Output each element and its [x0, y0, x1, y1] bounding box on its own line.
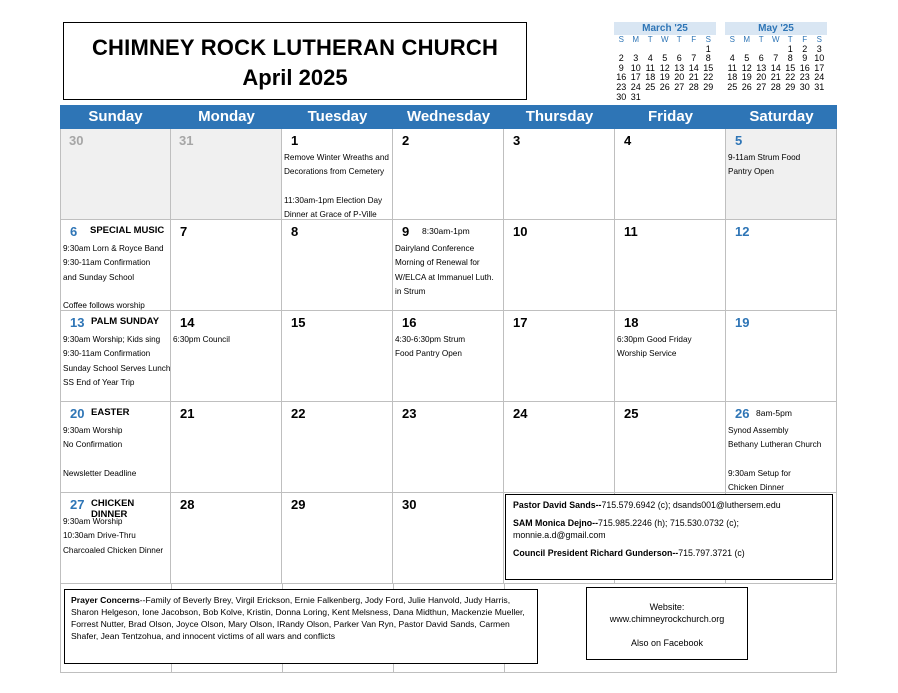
day-number: 13 — [70, 315, 85, 330]
mini-day: 8 — [787, 53, 793, 64]
mini-day: 24 — [814, 72, 825, 83]
mini-day — [701, 93, 716, 103]
day-number: 1 — [291, 133, 299, 148]
weekday-sunday: Sunday — [88, 108, 143, 125]
mini-day: 9 — [802, 53, 808, 64]
mini-weekday: S — [705, 35, 711, 44]
day-number: 29 — [291, 497, 306, 512]
mini-day: 21 — [688, 72, 699, 83]
mini-weekday: T — [676, 35, 682, 44]
day-number: 28 — [180, 497, 195, 512]
day-number: 20 — [70, 406, 85, 421]
mini-day: 7 — [773, 53, 779, 64]
day-number: 16 — [402, 315, 417, 330]
month-title: April 2025 — [242, 65, 348, 90]
weekday-header — [60, 105, 837, 129]
mini-day: 29 — [703, 81, 714, 92]
mini-day: 10 — [814, 53, 825, 64]
mini-day: 22 — [785, 72, 796, 83]
mini-day: 30 — [799, 81, 810, 92]
day-number: 19 — [735, 315, 750, 330]
day-cell[interactable] — [282, 220, 393, 311]
day-cell[interactable] — [615, 402, 726, 493]
day-number: 5 — [735, 133, 743, 148]
day-number: 26 — [735, 406, 750, 421]
day-cell[interactable] — [504, 129, 615, 220]
mini-day: 10 — [630, 62, 641, 73]
event-label: CHICKEN DINNER — [91, 498, 135, 520]
mini-weekday: T — [647, 35, 653, 44]
mini-day: 17 — [814, 62, 825, 73]
mini-weekday: M — [632, 35, 640, 44]
day-cell[interactable] — [615, 220, 726, 311]
mini-day: 19 — [659, 72, 670, 83]
day-number: 4 — [624, 133, 632, 148]
day-number: 25 — [624, 406, 639, 421]
day-number: 3 — [513, 133, 521, 148]
mini-day: 19 — [741, 72, 752, 83]
mini-day — [658, 93, 673, 103]
mini-day: 2 — [618, 53, 624, 64]
pastor-name: Pastor David Sands-- — [513, 500, 602, 510]
day-cell[interactable] — [504, 311, 615, 402]
mini-day: 5 — [662, 53, 668, 64]
mini-weekday: T — [758, 35, 764, 44]
day-cell[interactable] — [615, 311, 726, 402]
prayer-heading: Prayer Concerns — [71, 595, 140, 605]
mini-day: 16 — [616, 72, 627, 83]
website-box — [586, 587, 748, 660]
day-cell[interactable] — [393, 402, 504, 493]
president-info: 715.797.3721 (c) — [678, 548, 745, 558]
mini-calendar-weekdays — [614, 35, 716, 45]
mini-day — [643, 93, 658, 103]
mini-day: 23 — [616, 81, 627, 92]
mini-weekday: W — [771, 35, 780, 44]
event-text: 9:30am Lorn & Royce Band 9:30-11am Confirmation and Sunday School Coffee follows worship — [63, 244, 164, 311]
day-number: 7 — [180, 224, 188, 239]
mini-weekday: M — [743, 35, 751, 44]
mini-day: 4 — [729, 53, 735, 64]
event-text: Synod Assembly Bethany Lutheran Church 9:30am Setup for Chicken Dinner — [728, 426, 822, 493]
day-number: 24 — [513, 406, 528, 421]
facebook-note: Also on Facebook — [630, 638, 704, 648]
mini-day: 15 — [785, 62, 796, 73]
mini-calendar-title: March '25 — [614, 22, 716, 35]
day-cell[interactable] — [60, 311, 171, 402]
weekday-friday: Friday — [647, 108, 693, 125]
day-cell[interactable] — [60, 129, 171, 220]
mini-day: 9 — [618, 62, 624, 73]
pastor-info: 715.579.6942 (c); dsands001@luthersem.edu — [601, 500, 781, 510]
mini-day: 5 — [744, 53, 750, 64]
mini-day: 13 — [674, 62, 685, 73]
weekday-monday: Monday — [198, 108, 255, 125]
mini-day: 22 — [703, 72, 714, 83]
prayer-concerns-box — [64, 589, 538, 664]
mini-day: 31 — [814, 81, 825, 92]
day-cell[interactable] — [393, 311, 504, 402]
day-number: 15 — [291, 315, 306, 330]
mini-weekday: W — [660, 35, 669, 44]
website-url[interactable]: www.chimneyrockchurch.org — [609, 614, 725, 624]
event-text: 6:30pm Good Friday Worship Service — [617, 335, 692, 359]
calendar-week — [60, 129, 837, 220]
mini-day: 31 — [630, 91, 641, 102]
event-time: 8am-5pm — [756, 408, 792, 418]
mini-weekday: F — [802, 35, 808, 44]
event-label: EASTER — [91, 407, 130, 418]
day-cell[interactable] — [171, 493, 282, 584]
mini-day: 28 — [688, 81, 699, 92]
day-cell[interactable] — [60, 493, 171, 584]
mini-calendar-week — [614, 93, 716, 103]
day-cell[interactable] — [282, 493, 393, 584]
day-cell[interactable] — [504, 402, 615, 493]
mini-day: 20 — [756, 72, 767, 83]
day-cell[interactable] — [393, 129, 504, 220]
day-cell[interactable] — [393, 220, 504, 311]
event-text: Dairyland Conference Morning of Renewal for W/ELCA at Immanuel Luth. in Strum — [395, 244, 494, 296]
mini-day: 2 — [802, 43, 808, 54]
day-cell[interactable] — [171, 220, 282, 311]
event-text: 6:30pm Council — [173, 335, 230, 344]
mini-day: 15 — [703, 62, 714, 73]
event-text: 9:30am Worship; Kids sing 9:30-11am Confirmation Sunday School Serves Lunch SS End of Year Trip — [63, 335, 171, 387]
event-text: 9:30am Worship No Confirmation Newsletter Deadline — [63, 426, 137, 478]
day-number: 30 — [69, 133, 84, 148]
mini-day: 11 — [727, 62, 737, 73]
day-cell[interactable] — [282, 311, 393, 402]
calendar-week — [60, 311, 837, 402]
weekday-tuesday: Tuesday — [307, 108, 368, 125]
mini-day: 6 — [758, 53, 764, 64]
mini-calendar-march — [614, 22, 716, 102]
mini-day: 1 — [705, 43, 711, 54]
day-cell[interactable] — [171, 129, 282, 220]
mini-day: 28 — [770, 81, 781, 92]
president-name: Council President Richard Gunderson-- — [513, 548, 679, 558]
day-number: 18 — [624, 315, 639, 330]
mini-day: 8 — [705, 53, 711, 64]
day-number: 2 — [402, 133, 410, 148]
day-number: 14 — [180, 315, 195, 330]
mini-day: 25 — [645, 81, 656, 92]
mini-day: 20 — [674, 72, 685, 83]
mini-day: 26 — [741, 81, 752, 92]
event-label: SPECIAL MUSIC — [90, 225, 165, 236]
mini-day — [672, 93, 687, 103]
day-number: 11 — [624, 224, 638, 239]
day-cell[interactable] — [393, 493, 504, 584]
mini-day: 3 — [816, 43, 822, 54]
mini-weekday: S — [618, 35, 624, 44]
day-cell[interactable] — [726, 311, 837, 402]
day-number: 21 — [180, 406, 195, 421]
mini-day: 29 — [785, 81, 796, 92]
mini-day: 21 — [770, 72, 781, 83]
day-number: 30 — [402, 497, 417, 512]
weekday-saturday: Saturday — [749, 108, 814, 125]
day-cell[interactable] — [60, 402, 171, 493]
mini-weekday: S — [729, 35, 735, 44]
mini-weekday: T — [787, 35, 793, 44]
mini-calendar-week — [614, 83, 716, 93]
mini-calendar-week — [725, 83, 827, 93]
day-cell[interactable] — [726, 129, 837, 220]
event-time: 8:30am-1pm — [422, 226, 470, 236]
day-cell[interactable] — [504, 220, 615, 311]
weekday-thursday: Thursday — [525, 108, 594, 125]
title-box — [63, 22, 527, 100]
mini-day: 16 — [799, 62, 810, 73]
mini-day — [687, 93, 702, 103]
day-number: 31 — [179, 133, 194, 148]
mini-day: 12 — [741, 62, 752, 73]
mini-calendar-weekdays — [725, 35, 827, 45]
mini-day: 14 — [770, 62, 781, 73]
day-cell[interactable] — [60, 220, 171, 311]
mini-day: 25 — [727, 81, 738, 92]
mini-day: 18 — [645, 72, 656, 83]
mini-day: 14 — [688, 62, 699, 73]
mini-day: 7 — [691, 53, 697, 64]
mini-weekday: F — [691, 35, 697, 44]
event-text: 4:30-6:30pm Strum Food Pantry Open — [395, 335, 466, 359]
contact-box — [505, 494, 833, 580]
mini-day: 23 — [799, 72, 810, 83]
day-cell[interactable] — [726, 220, 837, 311]
mini-day: 17 — [630, 72, 641, 83]
day-number: 12 — [735, 224, 750, 239]
mini-weekday: S — [816, 35, 822, 44]
day-number: 22 — [291, 406, 306, 421]
sam-name: SAM Monica Dejno-- — [513, 518, 599, 528]
day-number: 9 — [402, 224, 410, 239]
day-number: 8 — [291, 224, 299, 239]
mini-day: 13 — [756, 62, 767, 73]
church-name: CHIMNEY ROCK LUTHERAN CHURCH — [91, 35, 499, 60]
mini-day: 4 — [647, 53, 653, 64]
event-text: Remove Winter Wreaths and Decorations from Cemetery 11:30am-1pm Election Day Dinner at Grace of P-Ville — [284, 153, 389, 220]
mini-day: 27 — [756, 81, 767, 92]
day-cell[interactable] — [171, 402, 282, 493]
day-cell[interactable] — [726, 402, 837, 493]
event-text: 9:30am Worship 10:30am Drive-Thru Charcoaled Chicken Dinner — [63, 517, 164, 555]
mini-day: 11 — [645, 62, 655, 73]
website-label: Website: — [649, 602, 685, 612]
event-label: PALM SUNDAY — [91, 316, 160, 327]
event-text: 9-11am Strum Food Pantry Open — [728, 153, 801, 177]
mini-day: 1 — [787, 43, 793, 54]
sam-info: 715.985.2246 (h); 715.530.0732 (c); — [598, 518, 739, 528]
day-cell[interactable] — [282, 129, 393, 220]
mini-calendar-may — [725, 22, 827, 93]
mini-day: 12 — [659, 62, 670, 73]
calendar-week — [60, 220, 837, 311]
mini-day: 18 — [727, 72, 738, 83]
day-cell[interactable] — [282, 402, 393, 493]
sam-email: monnie.a.d@gmail.com — [513, 530, 606, 540]
day-number: 23 — [402, 406, 417, 421]
mini-day: 24 — [630, 81, 641, 92]
day-number: 10 — [513, 224, 528, 239]
calendar-week — [60, 402, 837, 493]
mini-day: 3 — [633, 53, 639, 64]
mini-day: 6 — [676, 53, 682, 64]
day-number: 17 — [513, 315, 528, 330]
mini-day: 26 — [659, 81, 670, 92]
weekday-wednesday: Wednesday — [406, 108, 491, 125]
prayer-text: --Family of Beverly Brey, Virgil Erickson, Ernie Falkenberg, Jody Ford, Julie Hanvold, Judy Harris, Sharon Helgeson, Ione Jacobson, Bob Kolve, Kristin, Donna Loring, Kent Melsness, Dana Midthun, Mackenzie Mueller, Forrest Nutter, Brad Olson, Joyce Olson, Mary Olson, IRandy Olson, Parker Van Ryn, Pastor David Sands, Carmen Shafer, Jean Tentzohua, and innocent victims of all wars and conflicts — [71, 595, 525, 641]
day-number: 27 — [70, 497, 85, 512]
mini-calendar-title: May '25 — [725, 22, 827, 35]
day-cell[interactable] — [615, 129, 726, 220]
mini-day: 30 — [616, 91, 627, 102]
day-number: 6 — [70, 224, 78, 239]
mini-day: 27 — [674, 81, 685, 92]
day-cell[interactable] — [171, 311, 282, 402]
